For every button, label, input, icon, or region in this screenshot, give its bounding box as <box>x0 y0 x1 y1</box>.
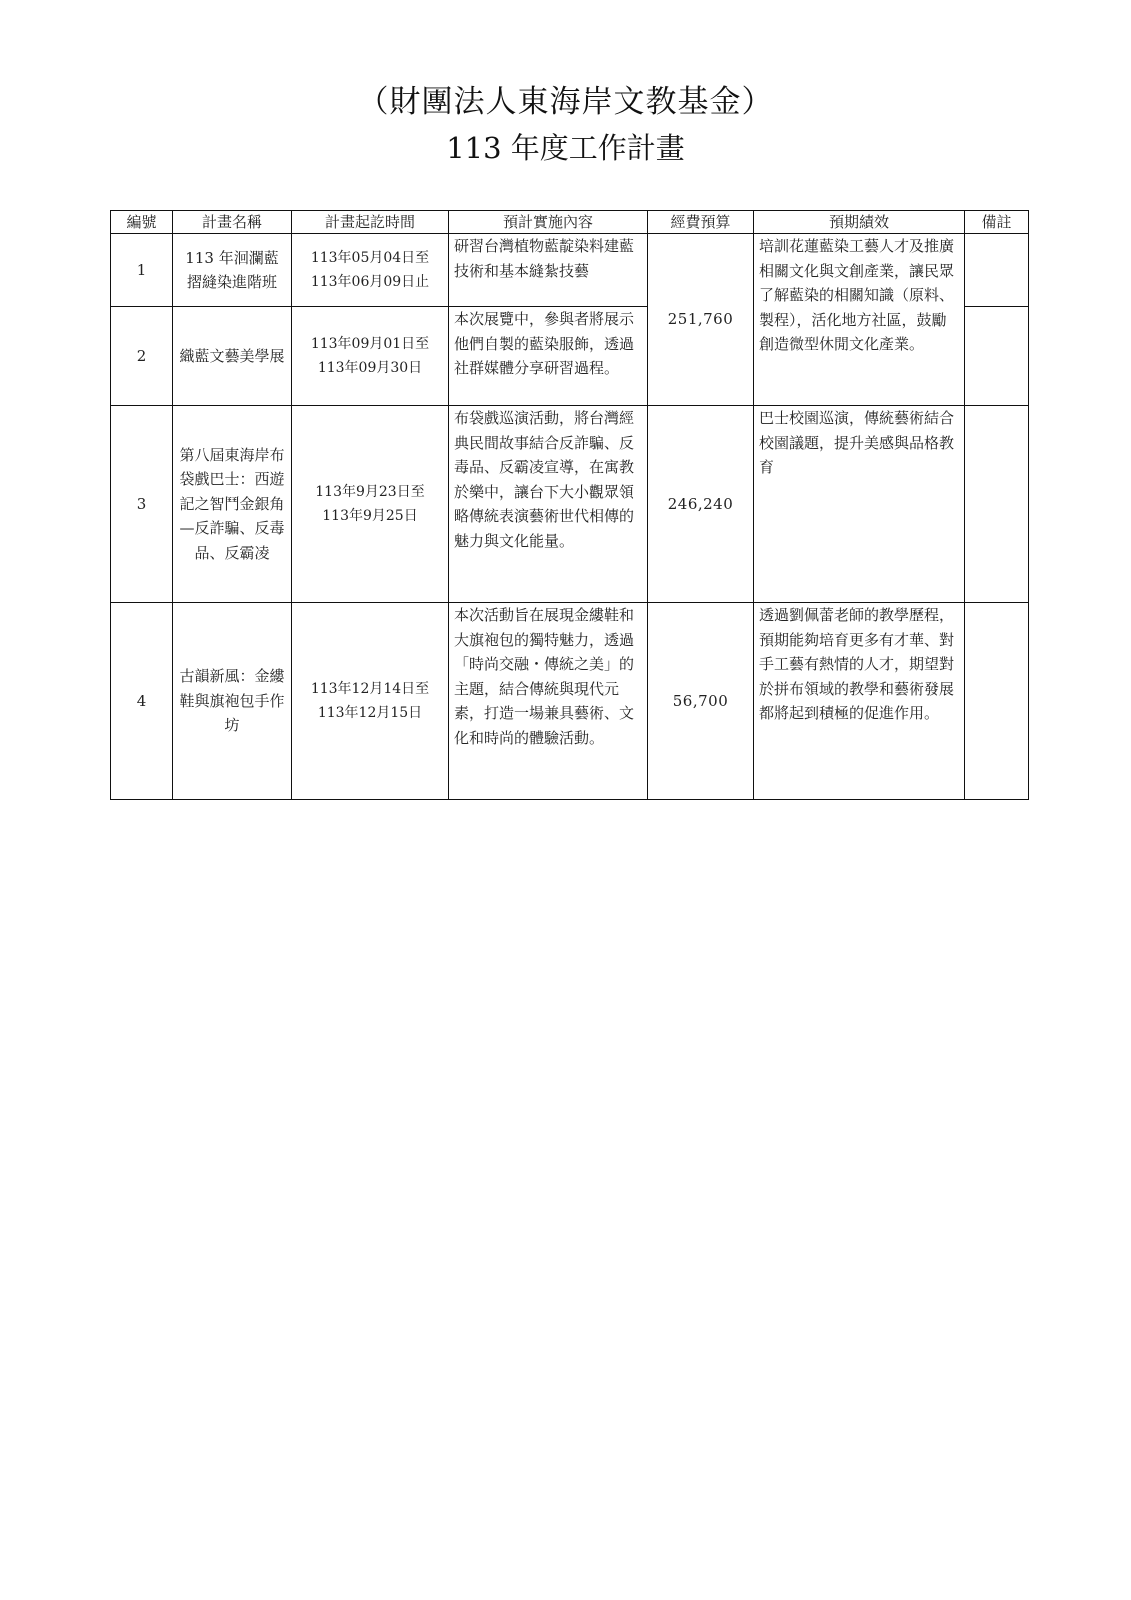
page-title: 113 年度工作計畫 <box>446 131 685 165</box>
plan-content: 本次活動旨在展現金縷鞋和大旗袍包的獨特魅力，透過「時尚交融・傳統之美」的主題，結合傳統與現代元素，打造一場兼具藝術、文化和時尚的體驗活動。 <box>449 603 648 800</box>
budget-cell: 56,700 <box>648 603 754 800</box>
outcome-cell: 透過劉佩蕾老師的教學歷程，預期能夠培育更多有才華、對手工藝有熱情的人才，期望對於拼布領域的教學和藝術發展都將起到積極的促進作用。 <box>754 603 965 800</box>
period-end: 113年09月30日 <box>317 360 423 376</box>
row-id: 4 <box>111 603 173 800</box>
column-header-outcome: 預期績效 <box>754 211 965 234</box>
note-cell <box>965 603 1029 800</box>
row-id: 1 <box>111 234 173 307</box>
plan-content: 布袋戲巡演活動，將台灣經典民間故事結合反詐騙、反毒品、反霸凌宣導，在寓教於樂中，讓台下大小觀眾領略傳統表演藝術世代相傳的魅力與文化能量。 <box>449 406 648 603</box>
period-end: 113年06月09日止 <box>310 274 430 290</box>
note-cell <box>965 406 1029 603</box>
period-start: 113年09月01日至 <box>310 336 430 352</box>
plan-name: 古韻新風：金縷鞋與旗袍包手作坊 <box>173 603 292 800</box>
plan-name: 織藍文藝美學展 <box>173 307 292 406</box>
outcome-cell: 培訓花蓮藍染工藝人才及推廣相關文化與文創產業，讓民眾了解藍染的相關知識（原料、製程），活化地方社區，鼓勵創造微型休閒文化產業。 <box>754 234 965 406</box>
plan-period <box>292 603 449 800</box>
period-end: 113年12月15日 <box>317 705 423 721</box>
period-end: 113年9月25日 <box>322 508 418 524</box>
plan-name: 第八屆東海岸布袋戲巴士：西遊記之智鬥金銀角—反詐騙、反毒品、反霸凌 <box>173 406 292 603</box>
period-start: 113年12月14日至 <box>310 681 430 697</box>
column-header-budget: 經費預算 <box>648 211 754 234</box>
plan-period <box>292 234 449 307</box>
organization-title: （財團法人東海岸文教基金） <box>357 84 774 120</box>
note-cell <box>965 307 1029 406</box>
period-start: 113年9月23日至 <box>315 484 425 500</box>
work-plan-table <box>110 210 1029 800</box>
outcome-cell: 巴士校園巡演，傳統藝術結合校園議題，提升美感與品格教育 <box>754 406 965 603</box>
column-header-period: 計畫起訖時間 <box>292 211 449 234</box>
table-row <box>111 603 1029 800</box>
column-header-note: 備註 <box>965 211 1029 234</box>
budget-cell: 251,760 <box>648 234 754 406</box>
note-cell <box>965 234 1029 307</box>
plan-period <box>292 406 449 603</box>
period-start: 113年05月04日至 <box>310 250 430 266</box>
column-header-name: 計畫名稱 <box>173 211 292 234</box>
row-id: 3 <box>111 406 173 603</box>
table-row <box>111 234 1029 307</box>
column-header-content: 預計實施內容 <box>449 211 648 234</box>
plan-name: 113 年洄瀾藍摺縫染進階班 <box>173 234 292 307</box>
column-header-id: 編號 <box>111 211 173 234</box>
budget-cell: 246,240 <box>648 406 754 603</box>
plan-period <box>292 307 449 406</box>
plan-content: 本次展覽中，參與者將展示他們自製的藍染服飾，透過社群媒體分享研習過程。 <box>449 307 648 406</box>
table-row <box>111 406 1029 603</box>
table-header-row <box>111 211 1029 234</box>
plan-content: 研習台灣植物藍靛染料建藍技術和基本縫紮技藝 <box>449 234 648 307</box>
row-id: 2 <box>111 307 173 406</box>
